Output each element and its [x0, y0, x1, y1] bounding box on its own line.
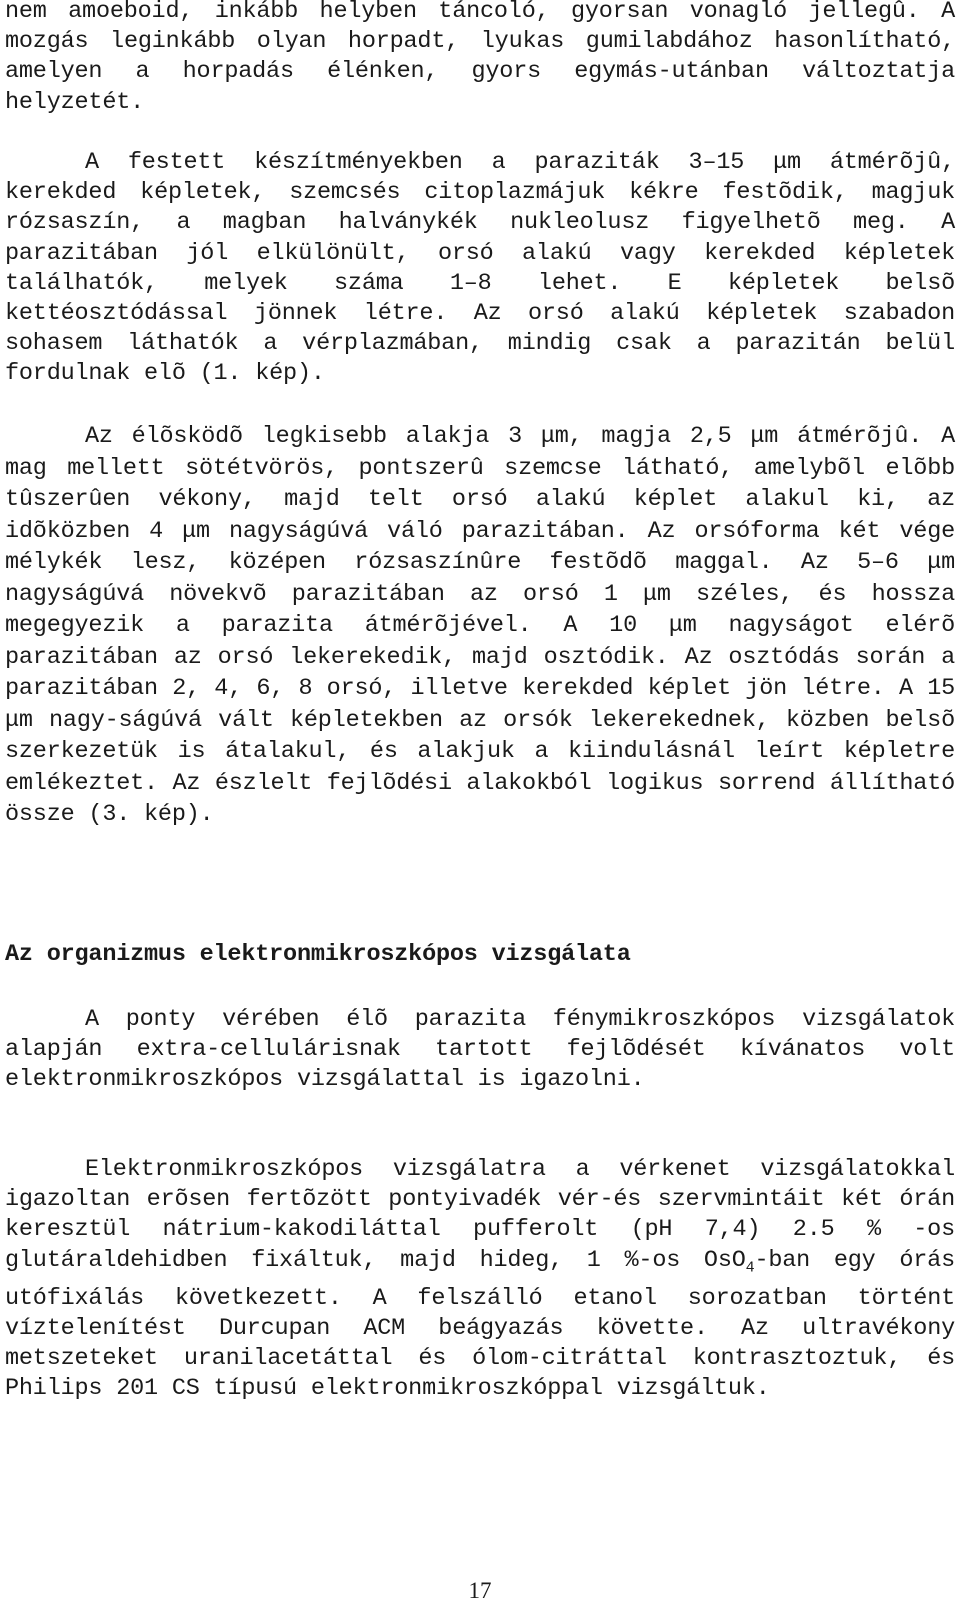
section-heading: Az organizmus elektronmikroszkópos vizsgálata	[5, 941, 631, 968]
methods-text-part1: Elektronmikroszkópos vizsgálatra a vérkenet vizsgálatokkal igazoltan erõsen fertõzött pontyivadék vér-és szervmintáit két órán keresztül nátrium-kakodiláttal pufferolt (pH 7,4) 2.5 % -os glutáraldehidben fixáltuk, majd hideg, 1 %-os OsO	[5, 1156, 955, 1274]
paragraph-continuation: nem amoeboid, inkább helyben táncoló, gyorsan vonagló jellegû. A mozgás leginkább olyan horpadt, lyukas gumilabdához hasonlítható, amelyen a horpadás élénken, gyors egymás-utánban változtatja helyzetét.	[5, 0, 955, 116]
paragraph-em-methods	[5, 1155, 955, 1404]
subscript-four: 4	[745, 1259, 755, 1277]
paragraph-stained-preparations: A festett készítményekben a paraziták 3–15 μm átmérõjû, kerekded képletek, szemcsés citoplazmájuk kékre festõdik, magjuk rózsaszín, a magban halványkék nukleolusz figyelhetõ meg. A parazitában jól elkülönült, orsó alakú vagy kerekded képletek találhatók, melyek száma 1–8 lehet. E képletek belsõ kettéosztódással jönnek létre. Az orsó alakú képletek szabadon sohasem láthatók a vérplazmában, mindig csak a parazitán belül fordulnak elõ (1. kép).	[5, 149, 955, 388]
paragraph-developmental-forms: Az élõsködõ legkisebb alakja 3 μm, magja 2,5 μm átmérõjû. A mag mellett sötétvörös, pontszerû szemcse látható, amelybõl elõbb tûszerûen vékony, majd telt orsó alakú képlet alakul ki, az idõközben 4 μm nagyságúvá váló parazitában. Az orsóforma két vége mélykék lesz, középen rózsaszínûre festõdõ maggal. Az 5–6 μm nagyságúvá növekvõ parazitában az orsó 1 μm széles, és hossza megegyezik a parazita átmérõjével. A 10 μm nagyságot elérõ parazitában az orsó lekerekedik, majd osztódik. Az osztódás során a parazitában 2, 4, 6, 8 orsó, illetve kerekded képlet jön létre. A 15 μm nagy-ságúvá vált képletekben az orsók lekerekednek, közben belsõ szerkezetük is átalakul, és alakjuk a kiindulásnál leírt képletre emlékeztet. Az észlelt fejlõdési alakokból logikus sorrend állítható össze (3. kép).	[5, 423, 955, 828]
page-number: 17	[468, 1578, 492, 1603]
methods-text-part2: -ban egy órás utófixálás következett. A felszálló etanol sorozatban történt víztelenítést Durcupan ACM beágyazás követte. Az ultravékony metszeteket uranilacetáttal és ólom-citráttal kontrasztoztuk, és Philips 201 CS típusú elektronmikroszkóppal vizsgáltuk.	[5, 1246, 955, 1403]
paragraph-em-intro: A ponty vérében élõ parazita fénymikroszkópos vizsgálatok alapján extra-cellulárisnak tartott fejlõdését kívánatos volt elektronmikroszkópos vizsgálattal is igazolni.	[5, 1006, 955, 1094]
